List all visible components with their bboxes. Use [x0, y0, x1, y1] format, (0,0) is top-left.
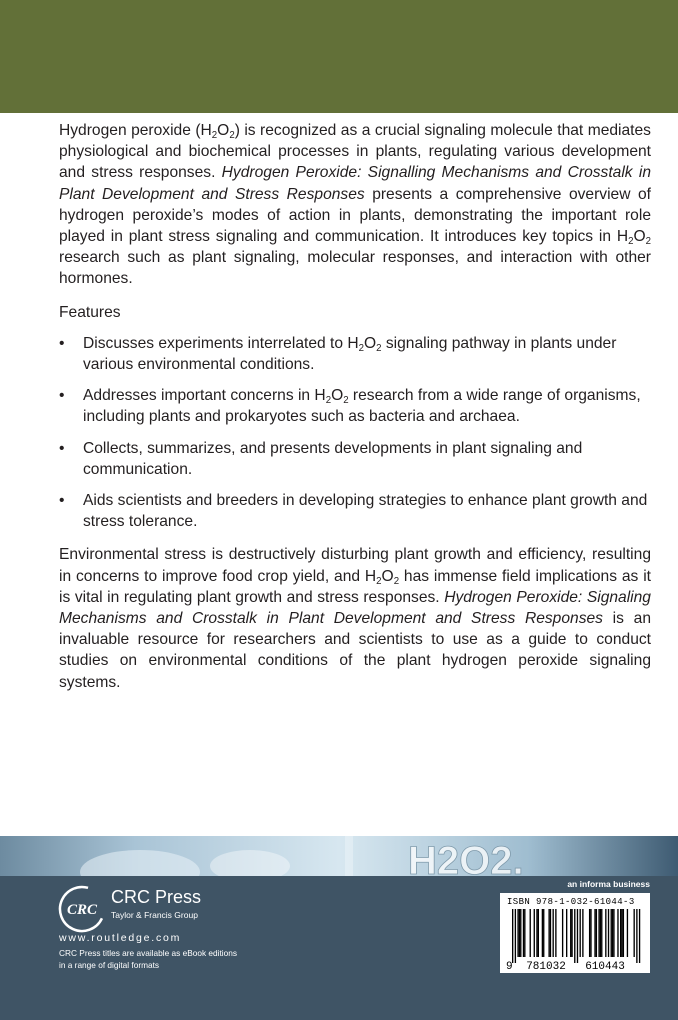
book-title-italic: Hydrogen Peroxide: Signaling Mechanisms and Crosstalk in Plant Development and Stress Responses — [59, 588, 651, 628]
crc-press-logo — [58, 885, 106, 933]
barcode-bar — [577, 909, 578, 963]
ebook-note-line1: CRC Press titles are available as eBook editions — [59, 948, 238, 958]
barcode-bar — [590, 909, 591, 957]
feature-item: • Collects, summarizes, and presents developments in plant signaling and communication. — [59, 438, 651, 480]
barcode-bar — [571, 909, 572, 957]
closing-paragraph: Environmental stress is destructively disturbing plant growth and efficiency, resulting in concerns to improve food crop yield, and H2O2 has immense field implications as it is vital in regulating plant growth and stress responses. Hydrogen Peroxide: Signaling Mechanisms and Crosstalk in Plant Development and Stress Responses is an invaluable resource for researchers and scientists to use as a guide to conduct studies on environmental conditions of the plant hydrogen peroxide signaling systems. — [59, 546, 651, 691]
barcode-bar — [570, 909, 571, 957]
barcode-bar — [523, 909, 524, 957]
barcode-bar — [524, 909, 525, 957]
publisher-group: Taylor & Francis Group — [111, 910, 198, 920]
barcode-bar — [542, 909, 543, 957]
barcode-bar — [623, 909, 624, 957]
barcode-bar — [601, 909, 602, 957]
feature-item: • Addresses important concerns in H2O2 research from a wide range of organisms, including plants and prokaryotes such as bacteria and archaea. — [59, 385, 651, 427]
svg-text:CRC: CRC — [66, 902, 98, 918]
barcode-bar — [534, 909, 535, 957]
barcode-bar — [543, 909, 544, 957]
barcode-bar — [553, 909, 554, 957]
features-heading: Features — [59, 303, 121, 321]
intro-paragraph: Hydrogen peroxide (H2O2) is recognized as a crucial signaling molecule that mediates physiological and biochemical processes in plants, regulating various development and stress responses. Hydrogen Peroxide: Signalling Mechanisms and Crosstalk in Plant Development and Stress Responses presents a comprehensive overview of hydrogen peroxide’s modes of action in plants, demonstrating the important role played in plant stress signaling and communication. It introduces key topics in H2O2 research such as plant signaling, molecular responses, and interaction with other hormones. — [59, 122, 651, 288]
barcode-bar — [538, 909, 539, 957]
barcode-digits-left: 781032 — [526, 961, 566, 971]
barcode-bar — [548, 909, 549, 957]
barcode-bar — [627, 909, 628, 957]
features-list — [59, 333, 651, 533]
barcode-bars — [505, 909, 645, 971]
barcode-bar — [574, 909, 575, 963]
barcode-bar — [612, 909, 613, 957]
cover-photo-strip — [0, 836, 678, 876]
barcode-bar — [515, 909, 516, 963]
feature-item: • Discusses experiments interrelated to H2O2 signaling pathway in plants under various environmental conditions. — [59, 333, 651, 375]
barcode-bar — [555, 909, 556, 957]
publisher-name: CRC Press — [111, 887, 202, 907]
ebook-note-line2: in a range of digital formats — [59, 960, 160, 970]
barcode-digits-right: 610443 — [585, 961, 625, 971]
publisher-band — [0, 876, 678, 1020]
barcode-bar — [520, 909, 521, 957]
barcode-bar — [517, 909, 518, 957]
barcode-bar — [566, 909, 567, 957]
barcode-bar — [621, 909, 622, 957]
top-color-band — [0, 0, 678, 113]
barcode-bar — [582, 909, 583, 957]
h2o2-formula-graphic: H2O2. — [408, 839, 524, 876]
barcode-bar — [605, 909, 606, 957]
isbn-barcode — [500, 893, 650, 973]
barcode-bar — [636, 909, 637, 963]
publisher-website[interactable]: www.routledge.com — [59, 932, 182, 944]
barcode-digit-first: 9 — [506, 961, 513, 971]
isbn-text: ISBN 978-1-032-61044-3 — [507, 897, 635, 907]
barcode-bar — [536, 909, 537, 957]
barcode-bar — [519, 909, 520, 957]
barcode-bar — [600, 909, 601, 957]
barcode-bar — [634, 909, 635, 957]
barcode-bar — [613, 909, 614, 957]
barcode-bar — [617, 909, 618, 957]
back-cover-text — [59, 120, 651, 693]
informa-tagline: an informa business — [567, 879, 650, 889]
barcode-bar — [620, 909, 621, 957]
barcode-bar — [639, 909, 640, 963]
barcode-bar — [550, 909, 551, 957]
barcode-bar — [594, 909, 595, 957]
barcode-bar — [608, 909, 609, 957]
molecule-photo — [0, 836, 678, 876]
feature-item: • Aids scientists and breeders in developing strategies to enhance plant growth and stress tolerance. — [59, 490, 651, 532]
barcode-bar — [596, 909, 597, 957]
book-title-italic: Hydrogen Peroxide: Signalling Mechanisms and Crosstalk in Plant Development and Stress Responses — [59, 164, 651, 203]
barcode-bar — [611, 909, 612, 957]
barcode-bar — [530, 909, 531, 957]
barcode-bar — [512, 909, 513, 963]
barcode-bar — [562, 909, 563, 957]
barcode-bar — [598, 909, 599, 957]
barcode-bar — [589, 909, 590, 957]
barcode-bar — [580, 909, 581, 957]
